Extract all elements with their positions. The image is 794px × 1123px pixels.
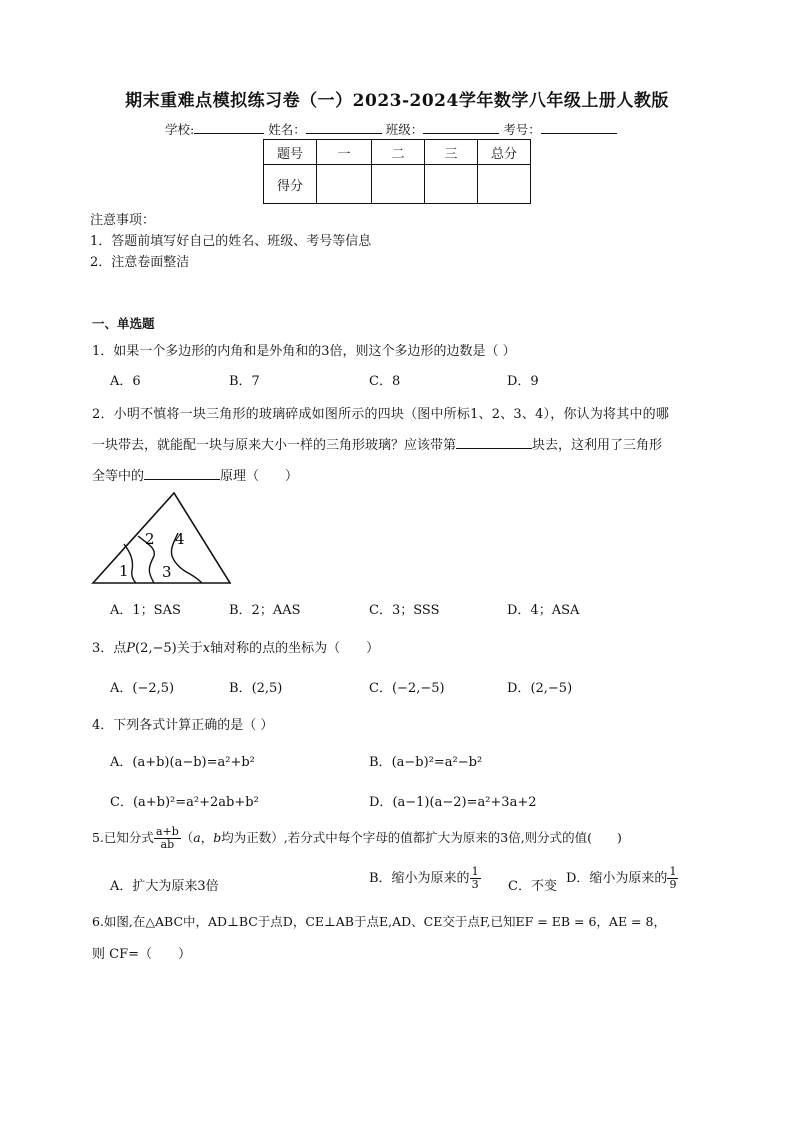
q2-blank-principle[interactable]: [144, 466, 220, 480]
question-4-text: 4．下列各式计算正确的是（ ）: [92, 718, 274, 733]
piece-label-3: 3: [162, 563, 172, 581]
option-value: (a−b)²=a²−b²: [391, 755, 483, 770]
q5-option-c[interactable]: C．不变: [508, 879, 557, 894]
question-6-line2: 则 CF=（ ）: [92, 947, 191, 962]
option-letter: D．: [369, 795, 393, 810]
option-letter: A．: [110, 681, 133, 696]
q2-text-part: 一块带去，就能配一块与原来大小一样的三角形玻璃？应该带第: [92, 438, 457, 453]
q5-text-part: （: [180, 830, 194, 845]
q1-option-c[interactable]: C．8: [369, 374, 401, 389]
q3-point-name: P: [126, 641, 136, 656]
fraction-denominator: ab: [160, 838, 175, 851]
option-value: (−2,5): [132, 681, 175, 696]
fraction-denominator: 3: [471, 878, 479, 891]
q1-option-d[interactable]: D．9: [507, 374, 539, 389]
q5-variable: a: [193, 830, 201, 845]
question-6-line1: 6.如图,在△ABC中，AD⊥BC于点D，CE⊥AB于点E,AD、CE交于点F,已知EF = EB = 6，AE = 8，: [92, 914, 666, 929]
q1-option-a[interactable]: A．6: [110, 374, 141, 389]
fraction-denominator: 9: [669, 878, 677, 891]
score-table: [263, 139, 531, 204]
q2-text-part: 块去，这利用了三角形: [532, 438, 663, 453]
school-label: 学校:: [165, 122, 195, 137]
q5-variable: b: [213, 830, 222, 845]
q5-fraction: [154, 826, 181, 851]
option-value: (−2,−5): [391, 681, 445, 696]
question-2-line3: [92, 465, 298, 484]
q3-option-a[interactable]: [110, 677, 174, 696]
option-letter: C．: [110, 795, 133, 810]
q2-text-part: 原理（ ）: [220, 469, 299, 484]
q4-option-d[interactable]: [369, 791, 537, 810]
q3-option-d[interactable]: [507, 677, 572, 696]
option-value: (a−1)(a−2)=a²+3a+2: [392, 795, 537, 810]
broken-triangle-figure: [90, 490, 236, 588]
note-item: 1．答题前填写好自己的姓名、班级、考号等信息: [90, 234, 372, 249]
name-label: 姓名：: [268, 122, 306, 137]
q3-axis-name: x: [202, 641, 211, 656]
q3-option-c[interactable]: [369, 677, 445, 696]
question-3-text: [92, 637, 379, 656]
option-letter: A．: [110, 755, 133, 770]
q5-option-d[interactable]: [566, 866, 678, 891]
q3-text-part: 3．点: [92, 641, 127, 656]
piece-label-1: 1: [119, 562, 129, 580]
notes-title: 注意事项：: [90, 213, 156, 228]
question-5-text: [92, 826, 622, 851]
class-blank[interactable]: [423, 120, 499, 134]
name-blank[interactable]: [306, 120, 382, 134]
page-title: 期末重难点模拟练习卷（一）2023-2024学年数学八年级上册人教版: [125, 91, 669, 111]
q3-point-coords: (2,−5): [135, 641, 177, 656]
q3-text-part: 关于: [176, 641, 203, 656]
option-value: (a+b)(a−b)=a²+b²: [132, 755, 255, 770]
q3-text-part: 轴对称的点的坐标为（ ）: [210, 641, 380, 656]
score-header-cell: 总分: [478, 140, 531, 165]
q5-text-part: 均为正数）,若分式中每个字母的值都扩大为原来的3倍,则分式的值( ): [221, 830, 622, 845]
option-fraction: [667, 866, 678, 891]
piece-label-4: 4: [175, 530, 185, 548]
q4-option-a[interactable]: [110, 751, 255, 770]
option-value: (a+b)²=a²+2ab+b²: [132, 795, 259, 810]
q4-option-c[interactable]: [110, 791, 259, 810]
q4-option-b[interactable]: [369, 751, 482, 770]
q1-option-b[interactable]: B．7: [229, 374, 260, 389]
piece-label-2: 2: [145, 530, 155, 548]
option-text: D．缩小为原来的: [566, 871, 668, 886]
q2-option-b[interactable]: B．2；AAS: [229, 603, 301, 618]
question-1-text: 1．如果一个多边形的内角和是外角和的3倍，则这个多边形的边数是（ ）: [92, 344, 516, 359]
score-cell[interactable]: [317, 165, 372, 204]
question-2-line2: [92, 434, 662, 453]
q5-text-part: 5.已知分式: [92, 830, 154, 845]
note-item: 2．注意卷面整洁: [90, 255, 190, 270]
q2-option-c[interactable]: C．3；SSS: [369, 603, 440, 618]
class-label: 班级：: [385, 122, 424, 137]
q2-blank-piece[interactable]: [456, 435, 532, 449]
exam-no-blank[interactable]: [541, 120, 617, 134]
score-cell[interactable]: [372, 165, 425, 204]
fraction-numerator: 1: [669, 865, 677, 878]
score-header-cell: 二: [372, 140, 425, 165]
q3-option-b[interactable]: [229, 677, 282, 696]
q2-option-a[interactable]: A．1；SAS: [110, 603, 181, 618]
school-blank[interactable]: [194, 120, 264, 134]
question-2-line1: 2．小明不慎将一块三角形的玻璃碎成如图所示的四块（图中所标1、2、3、4），你认为将其中的哪: [92, 407, 670, 422]
student-info-line: [165, 120, 617, 138]
option-value: (2,−5): [530, 681, 573, 696]
score-header-cell: 题号: [264, 140, 317, 165]
option-letter: D．: [507, 681, 531, 696]
q5-option-a[interactable]: A．扩大为原来3倍: [110, 879, 219, 894]
option-fraction: [470, 866, 481, 891]
option-text: B．缩小为原来的: [369, 871, 470, 886]
q2-text-part: 全等中的: [92, 469, 145, 484]
option-value: (2,5): [251, 681, 283, 696]
score-row-label: 得分: [264, 165, 317, 204]
q5-option-b[interactable]: [369, 866, 481, 891]
score-header-cell: 一: [317, 140, 372, 165]
fraction-numerator: a+b: [155, 825, 179, 838]
option-letter: B．: [369, 755, 392, 770]
q5-text-part: ，: [200, 830, 214, 845]
q2-option-d[interactable]: D．4；ASA: [507, 603, 580, 618]
fraction-numerator: 1: [471, 865, 479, 878]
option-letter: C．: [369, 681, 392, 696]
score-header-cell: 三: [425, 140, 478, 165]
option-letter: B．: [229, 681, 252, 696]
score-cell[interactable]: [478, 165, 531, 204]
exam-no-label: 考号：: [503, 122, 541, 137]
section-title: 一、单选题: [92, 316, 155, 331]
score-cell[interactable]: [425, 165, 478, 204]
